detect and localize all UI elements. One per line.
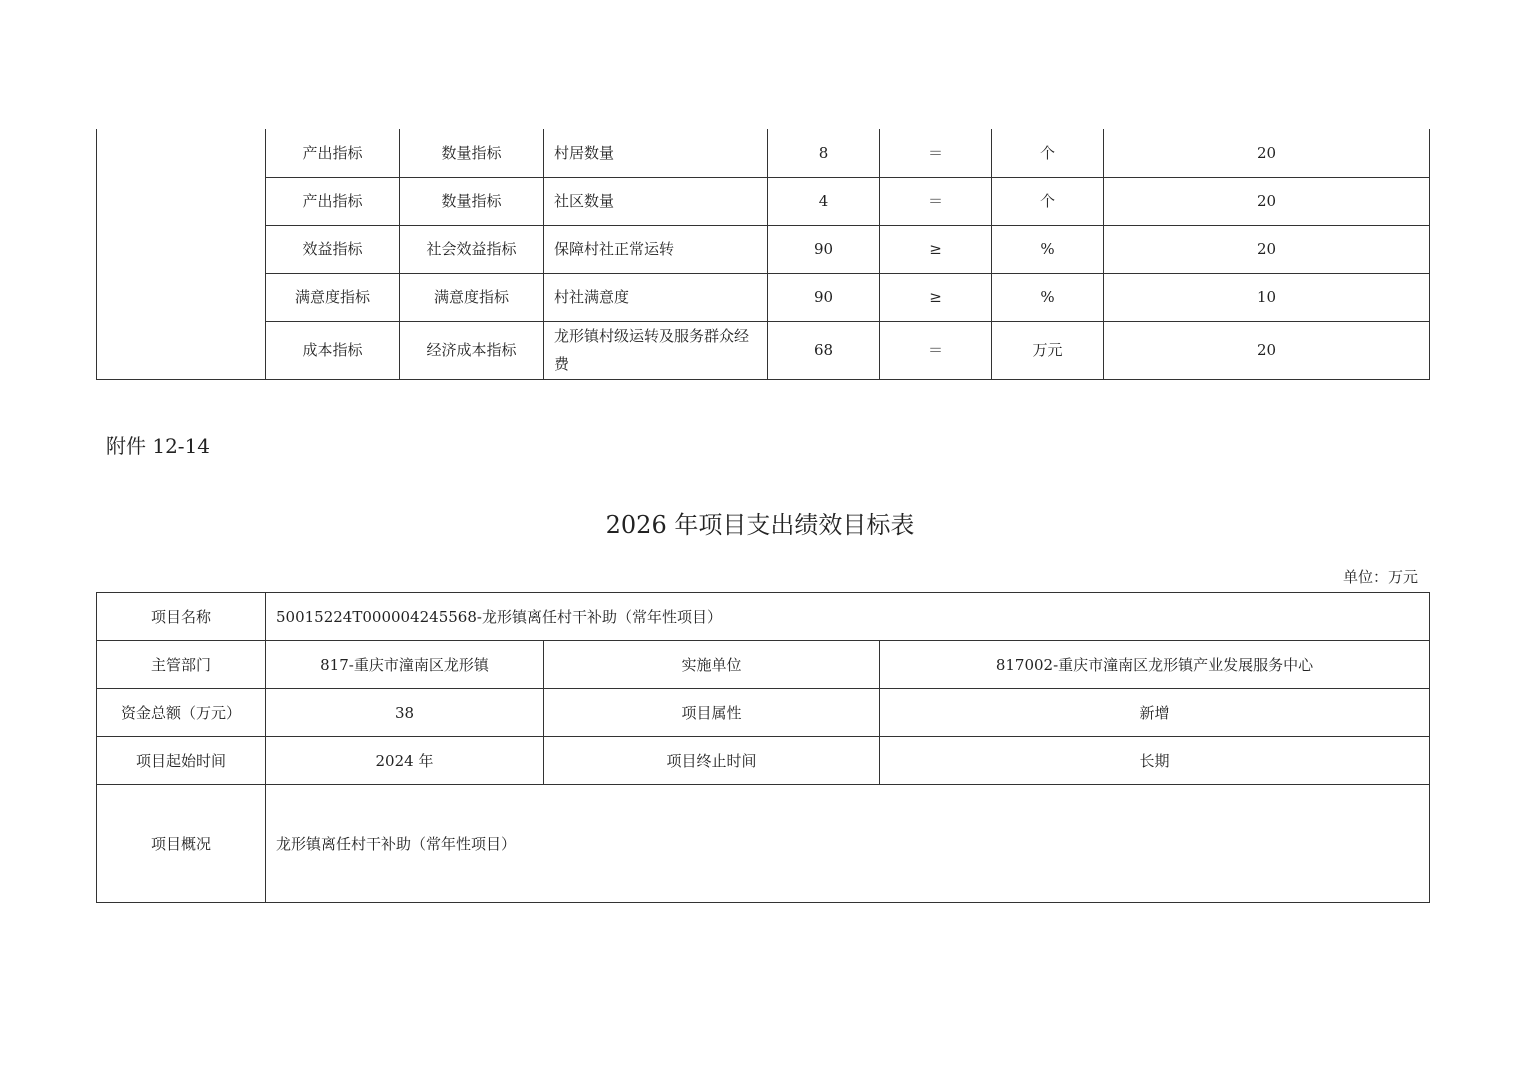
table-row bbox=[97, 785, 1430, 903]
indicator-score: 20 bbox=[1104, 225, 1430, 273]
indicator-table-continued bbox=[96, 129, 1430, 380]
indicator-value: 90 bbox=[768, 225, 880, 273]
indicator-score: 20 bbox=[1104, 129, 1430, 177]
unit-note: 单位：万元 bbox=[1342, 568, 1418, 586]
impl-unit-value: 817002-重庆市潼南区龙形镇产业发展服务中心 bbox=[880, 641, 1430, 689]
merged-blank-cell bbox=[97, 129, 266, 379]
project-info-table bbox=[96, 592, 1430, 903]
table-row bbox=[97, 321, 1430, 379]
indicator-value: 8 bbox=[768, 129, 880, 177]
start-time-label: 项目起始时间 bbox=[97, 737, 266, 785]
dept-value: 817-重庆市潼南区龙形镇 bbox=[266, 641, 544, 689]
indicator-unit: % bbox=[992, 273, 1104, 321]
level1-indicator: 产出指标 bbox=[266, 129, 400, 177]
impl-unit-label: 实施单位 bbox=[544, 641, 880, 689]
indicator-unit: 个 bbox=[992, 129, 1104, 177]
indicator-score: 20 bbox=[1104, 177, 1430, 225]
project-name-label: 项目名称 bbox=[97, 593, 266, 641]
indicator-value: 4 bbox=[768, 177, 880, 225]
indicator-name: 社区数量 bbox=[544, 177, 768, 225]
indicator-operator: ＝ bbox=[880, 177, 992, 225]
indicator-operator: ＝ bbox=[880, 129, 992, 177]
indicator-operator: ≥ bbox=[880, 273, 992, 321]
indicator-name: 村社满意度 bbox=[544, 273, 768, 321]
attr-value: 新增 bbox=[880, 689, 1430, 737]
level1-indicator: 成本指标 bbox=[266, 321, 400, 379]
indicator-unit: % bbox=[992, 225, 1104, 273]
level2-indicator: 经济成本指标 bbox=[400, 321, 544, 379]
level2-indicator: 数量指标 bbox=[400, 177, 544, 225]
table-row bbox=[97, 593, 1430, 641]
indicator-name: 龙形镇村级运转及服务群众经费 bbox=[544, 321, 768, 379]
level2-indicator: 满意度指标 bbox=[400, 273, 544, 321]
indicator-value: 68 bbox=[768, 321, 880, 379]
overview-label: 项目概况 bbox=[97, 785, 266, 903]
dept-label: 主管部门 bbox=[97, 641, 266, 689]
start-time-value: 2024 年 bbox=[266, 737, 544, 785]
table-row bbox=[97, 689, 1430, 737]
overview-value: 龙形镇离任村干补助（常年性项目） bbox=[266, 785, 1430, 903]
fund-label: 资金总额（万元） bbox=[97, 689, 266, 737]
indicator-value: 90 bbox=[768, 273, 880, 321]
table-row bbox=[97, 641, 1430, 689]
indicator-unit: 万元 bbox=[992, 321, 1104, 379]
level2-indicator: 社会效益指标 bbox=[400, 225, 544, 273]
indicator-operator: ≥ bbox=[880, 225, 992, 273]
page-title: 2026 年项目支出绩效目标表 bbox=[605, 511, 915, 539]
end-time-label: 项目终止时间 bbox=[544, 737, 880, 785]
level2-indicator: 数量指标 bbox=[400, 129, 544, 177]
indicator-score: 20 bbox=[1104, 321, 1430, 379]
project-name-value: 50015224T000004245568-龙形镇离任村干补助（常年性项目） bbox=[266, 593, 1430, 641]
annex-label: 附件 12-14 bbox=[106, 434, 211, 458]
indicator-name: 村居数量 bbox=[544, 129, 768, 177]
fund-value: 38 bbox=[266, 689, 544, 737]
table-row bbox=[97, 177, 1430, 225]
level1-indicator: 满意度指标 bbox=[266, 273, 400, 321]
table-row bbox=[97, 737, 1430, 785]
end-time-value: 长期 bbox=[880, 737, 1430, 785]
indicator-unit: 个 bbox=[992, 177, 1104, 225]
table-row bbox=[97, 225, 1430, 273]
indicator-score: 10 bbox=[1104, 273, 1430, 321]
table-row bbox=[97, 273, 1430, 321]
level1-indicator: 产出指标 bbox=[266, 177, 400, 225]
level1-indicator: 效益指标 bbox=[266, 225, 400, 273]
attr-label: 项目属性 bbox=[544, 689, 880, 737]
indicator-operator: ＝ bbox=[880, 321, 992, 379]
table-row bbox=[97, 129, 1430, 177]
indicator-name: 保障村社正常运转 bbox=[544, 225, 768, 273]
